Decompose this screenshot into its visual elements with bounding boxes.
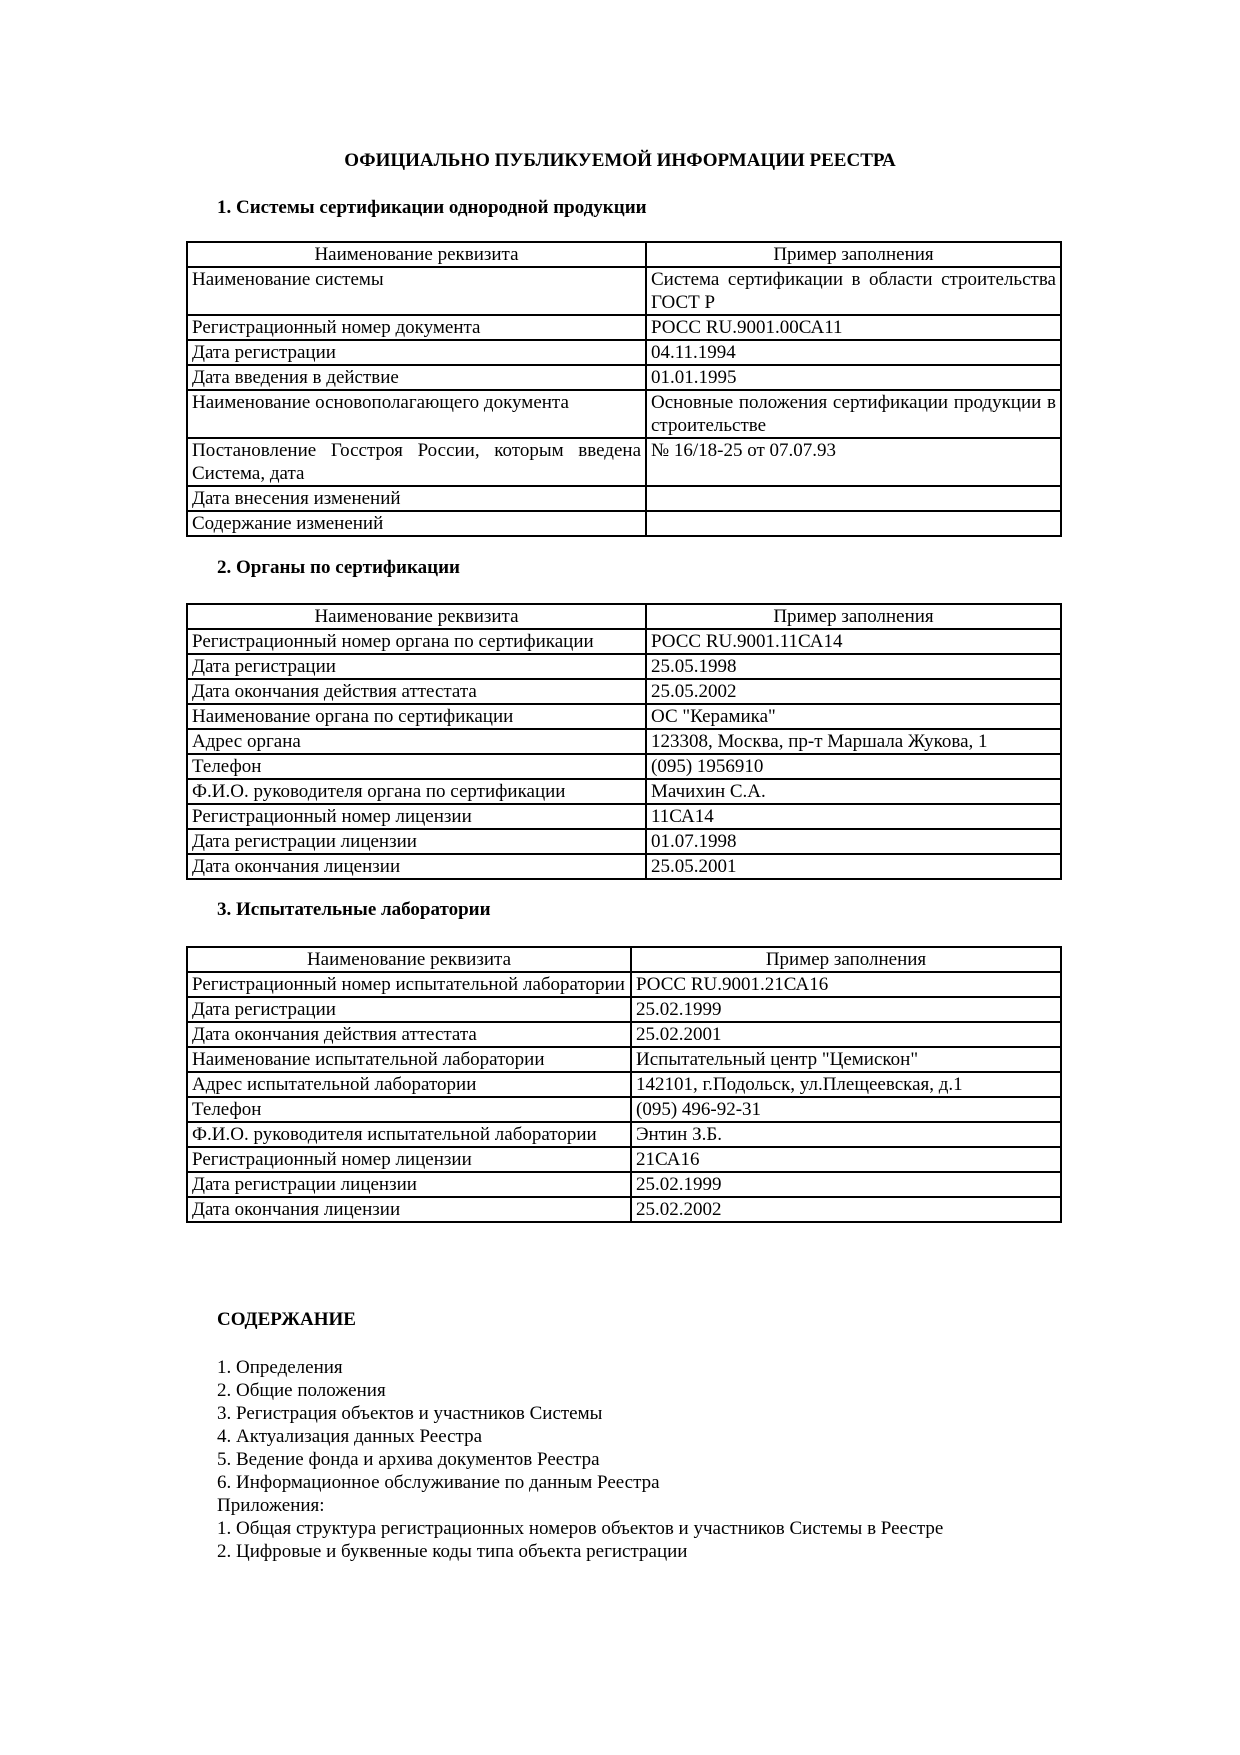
requisite-name-cell: Регистрационный номер лицензии — [187, 804, 646, 829]
example-value-cell: 25.02.1999 — [631, 1172, 1061, 1197]
contents-title: СОДЕРЖАНИЕ — [217, 1309, 356, 1330]
contents-item: 3. Регистрация объектов и участников Системы — [217, 1403, 603, 1424]
table-row — [187, 779, 1061, 804]
appendices-label: Приложения: — [217, 1495, 325, 1516]
requisite-name-cell: Содержание изменений — [187, 511, 646, 536]
table-row — [187, 629, 1061, 654]
table-row — [187, 804, 1061, 829]
table-header-row — [187, 947, 1061, 972]
section-2-table — [186, 603, 1062, 880]
table-header-row — [187, 242, 1061, 267]
table-row — [187, 1072, 1061, 1097]
table-row — [187, 340, 1061, 365]
header-cell: Пример заполнения — [631, 947, 1061, 972]
header-cell: Пример заполнения — [646, 242, 1061, 267]
requisite-name-cell: Регистрационный номер испытательной лаборатории — [187, 972, 631, 997]
example-value-cell: 123308, Москва, пр-т Маршала Жукова, 1 — [646, 729, 1061, 754]
example-value-cell: РОСС RU.9001.21СА16 — [631, 972, 1061, 997]
example-value-cell: 21СА16 — [631, 1147, 1061, 1172]
example-value-cell: РОСС RU.9001.11СА14 — [646, 629, 1061, 654]
table-row — [187, 267, 1061, 315]
requisite-name-cell: Наименование органа по сертификации — [187, 704, 646, 729]
table-row — [187, 1122, 1061, 1147]
table-row — [187, 511, 1061, 536]
table-row — [187, 679, 1061, 704]
table-row — [187, 829, 1061, 854]
contents-item: 1. Общая структура регистрационных номеров объектов и участников Системы в Реестре — [217, 1518, 944, 1539]
requisite-name-cell: Дата внесения изменений — [187, 486, 646, 511]
requisite-name-cell: Дата регистрации — [187, 654, 646, 679]
requisite-name-cell: Адрес испытательной лаборатории — [187, 1072, 631, 1097]
contents-item: 1. Определения — [217, 1357, 343, 1378]
contents-item: 2. Цифровые и буквенные коды типа объекта регистрации — [217, 1541, 688, 1562]
table-header-row — [187, 604, 1061, 629]
requisite-name-cell: Дата регистрации лицензии — [187, 1172, 631, 1197]
example-value-cell: РОСС RU.9001.00СА11 — [646, 315, 1061, 340]
header-cell: Наименование реквизита — [187, 242, 646, 267]
requisite-name-cell: Дата регистрации — [187, 997, 631, 1022]
table-row — [187, 654, 1061, 679]
example-value-cell: 25.02.2002 — [631, 1197, 1061, 1222]
section-1-heading: 1. Системы сертификации однородной продукции — [217, 197, 647, 218]
example-value-cell: 01.01.1995 — [646, 365, 1061, 390]
requisite-name-cell: Дата регистрации лицензии — [187, 829, 646, 854]
example-value-cell: 11СА14 — [646, 804, 1061, 829]
example-value-cell: Основные положения сертификации продукции в строительстве — [646, 390, 1061, 438]
example-value-cell: 25.02.1999 — [631, 997, 1061, 1022]
contents-item: 4. Актуализация данных Реестра — [217, 1426, 483, 1447]
header-cell: Наименование реквизита — [187, 947, 631, 972]
example-value-cell: Мачихин С.А. — [646, 779, 1061, 804]
header-cell: Наименование реквизита — [187, 604, 646, 629]
example-value-cell: ОС "Керамика" — [646, 704, 1061, 729]
section-3-table — [186, 946, 1062, 1223]
requisite-name-cell: Телефон — [187, 1097, 631, 1122]
requisite-name-cell: Телефон — [187, 754, 646, 779]
table-row — [187, 1022, 1061, 1047]
requisite-name-cell: Дата окончания лицензии — [187, 1197, 631, 1222]
table-row — [187, 1097, 1061, 1122]
table-row — [187, 390, 1061, 438]
requisite-name-cell: Регистрационный номер документа — [187, 315, 646, 340]
requisite-name-cell: Наименование системы — [187, 267, 646, 315]
example-value-cell — [646, 511, 1061, 536]
requisite-name-cell: Дата введения в действие — [187, 365, 646, 390]
header-cell: Пример заполнения — [646, 604, 1061, 629]
table-row — [187, 1047, 1061, 1072]
example-value-cell: 25.05.2002 — [646, 679, 1061, 704]
requisite-name-cell: Ф.И.О. руководителя испытательной лаборатории — [187, 1122, 631, 1147]
table-row — [187, 997, 1061, 1022]
table-row — [187, 972, 1061, 997]
example-value-cell: 01.07.1998 — [646, 829, 1061, 854]
contents-item: 2. Общие положения — [217, 1380, 386, 1401]
requisite-name-cell: Дата окончания действия аттестата — [187, 679, 646, 704]
table-row — [187, 365, 1061, 390]
table-row — [187, 1147, 1061, 1172]
example-value-cell: 25.05.1998 — [646, 654, 1061, 679]
table-row — [187, 729, 1061, 754]
section-2-heading: 2. Органы по сертификации — [217, 557, 460, 578]
table-row — [187, 754, 1061, 779]
example-value-cell: Система сертификации в области строительства ГОСТ Р — [646, 267, 1061, 315]
requisite-name-cell: Дата окончания действия аттестата — [187, 1022, 631, 1047]
page-title: ОФИЦИАЛЬНО ПУБЛИКУЕМОЙ ИНФОРМАЦИИ РЕЕСТРА — [344, 150, 896, 171]
example-value-cell: 25.05.2001 — [646, 854, 1061, 879]
contents-item: 6. Информационное обслуживание по данным Реестра — [217, 1472, 660, 1493]
requisite-name-cell: Постановление Госстроя России, которым введена Система, дата — [187, 438, 646, 486]
requisite-name-cell: Наименование испытательной лаборатории — [187, 1047, 631, 1072]
contents-list — [217, 1356, 1060, 1563]
example-value-cell: Энтин З.Б. — [631, 1122, 1061, 1147]
example-value-cell: 142101, г.Подольск, ул.Плещеевская, д.1 — [631, 1072, 1061, 1097]
contents-item: 5. Ведение фонда и архива документов Реестра — [217, 1449, 600, 1470]
requisite-name-cell: Дата окончания лицензии — [187, 854, 646, 879]
table-row — [187, 1172, 1061, 1197]
example-value-cell: (095) 496-92-31 — [631, 1097, 1061, 1122]
example-value-cell: 04.11.1994 — [646, 340, 1061, 365]
requisite-name-cell: Наименование основополагающего документа — [187, 390, 646, 438]
requisite-name-cell: Регистрационный номер органа по сертификации — [187, 629, 646, 654]
section-3-heading: 3. Испытательные лаборатории — [217, 899, 491, 920]
example-value-cell: (095) 1956910 — [646, 754, 1061, 779]
example-value-cell: Испытательный центр "Цемискон" — [631, 1047, 1061, 1072]
table-row — [187, 1197, 1061, 1222]
table-row — [187, 315, 1061, 340]
section-1-table — [186, 241, 1062, 537]
requisite-name-cell: Ф.И.О. руководителя органа по сертификации — [187, 779, 646, 804]
table-row — [187, 486, 1061, 511]
example-value-cell: 25.02.2001 — [631, 1022, 1061, 1047]
requisite-name-cell: Адрес органа — [187, 729, 646, 754]
table-row — [187, 854, 1061, 879]
requisite-name-cell: Регистрационный номер лицензии — [187, 1147, 631, 1172]
requisite-name-cell: Дата регистрации — [187, 340, 646, 365]
example-value-cell — [646, 486, 1061, 511]
table-row — [187, 438, 1061, 486]
table-row — [187, 704, 1061, 729]
example-value-cell: № 16/18-25 от 07.07.93 — [646, 438, 1061, 486]
